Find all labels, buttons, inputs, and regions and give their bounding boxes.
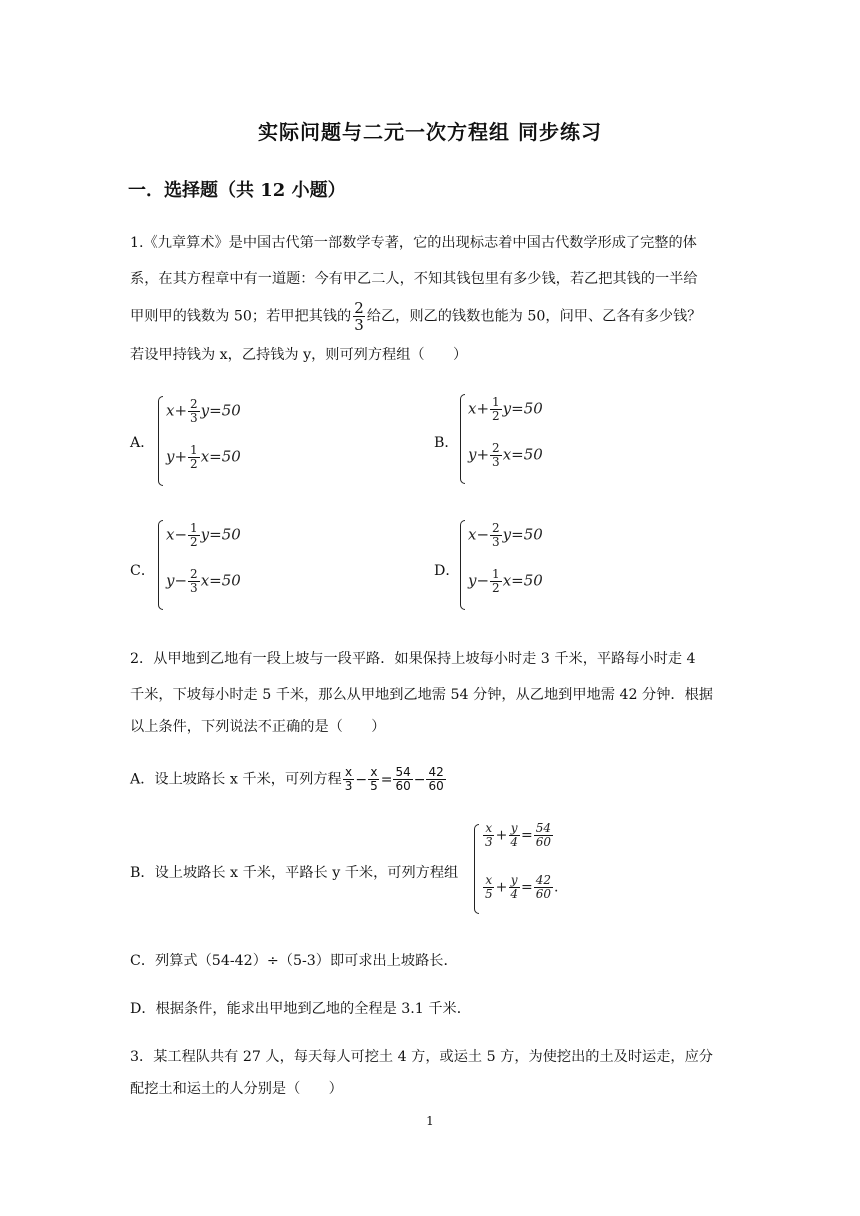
fraction-denominator: 60 [535,887,552,901]
term: x− [166,525,188,544]
fraction [483,822,495,849]
q1-option-label: B． [434,435,459,451]
fraction [534,874,553,901]
fraction [534,822,553,849]
fraction-numerator: 1 [492,395,500,409]
term: y=50 [200,401,241,420]
fraction-numerator: 1 [492,567,500,581]
q1-option-eq1 [468,396,543,423]
q2-option-a-text: A．设上坡路长 x 千米，可列方程 [130,771,342,788]
q2-option-a-equation [342,765,447,793]
term: x=50 [502,571,543,590]
page-number: 1 [426,1114,434,1128]
fraction-denominator: 3 [190,411,198,425]
fraction [393,766,412,793]
fraction-denominator: 3 [485,835,493,849]
q2-option-d: D．根据条件，能求出甲地到乙地的全程是 3.1 千米． [130,1001,471,1017]
fraction [188,398,200,425]
fraction-denominator: 60 [428,779,444,793]
fraction-numerator: x [485,873,493,887]
q2-option-b-eq2 [482,874,558,901]
fraction-denominator: 2 [190,535,198,549]
fraction-numerator: 2 [190,397,198,411]
fraction-denominator: 2 [492,581,500,595]
q1-line-4: 若设甲持钱为 x，乙持钱为 y，则可列方程组（ ） [130,347,468,363]
q1-option-eq2 [166,444,241,471]
q1-option-eq1 [166,522,241,549]
q1-option-eq2 [166,568,241,595]
q3-line-2: 配挖土和运土的人分别是（ ） [130,1081,343,1097]
fraction-denominator: 3 [492,535,500,549]
term: x=50 [200,571,241,590]
fraction-numerator: y [510,873,518,887]
term: y=50 [502,525,543,544]
left-brace [474,824,479,914]
term: y− [166,571,188,590]
term: y=50 [200,525,241,544]
term: x=50 [502,445,543,464]
fraction-numerator: 2 [354,299,364,317]
fraction-denominator: 60 [535,835,552,849]
fraction-denominator: 5 [370,779,378,793]
fraction-denominator: 3 [492,455,500,469]
fraction-numerator: 1 [190,521,198,535]
operator: = [380,771,393,788]
term: y+ [468,445,490,464]
operator: = [521,827,533,844]
term: y− [468,571,490,590]
q2-option-c: C．列算式（54-42）÷（5-3）即可求出上坡路长． [130,953,458,969]
q1-option-label: C． [130,563,156,579]
fraction-numerator: 1 [190,443,198,457]
fraction-numerator: 2 [492,441,500,455]
fraction-numerator: y [510,821,518,835]
q1-line-3 [130,300,701,333]
fraction-denominator: 4 [510,887,519,901]
left-brace [158,520,163,610]
fraction-denominator: 2 [492,409,500,423]
section-heading: 一．选择题（共 12 小题） [128,180,346,201]
term: y+ [166,447,188,466]
fraction [490,568,502,595]
q2-option-b-eq1 [482,822,554,849]
operator: − [413,771,426,788]
q3-line-1: 3．某工程队共有 27 人，每天每人可挖土 4 方，或运土 5 方，为使挖出的土及时运走，应分 [130,1049,713,1065]
q1-option-eq2 [468,442,543,469]
term: x+ [468,399,490,418]
operator: + [495,879,508,896]
q2-option-b-text: B．设上坡路长 x 千米，平路长 y 千米，可列方程组 [130,865,459,881]
q2-line-3: 以上条件，下列说法不正确的是（ ） [130,719,386,735]
fraction-numerator: 2 [492,521,500,535]
operator: = [521,879,533,896]
fraction-denominator: 60 [395,779,411,793]
q1-line-2: 系，在其方程章中有一道题：今有甲乙二人，不知其钱包里有多少钱，若乙把其钱的一半给 [130,271,698,287]
fraction-numerator: x [370,765,378,779]
fraction-numerator: x [344,765,353,779]
q1-option-label: A． [130,435,155,451]
term: x− [468,525,490,544]
fraction-denominator: 3 [344,779,353,793]
q1-option-eq1 [468,522,543,549]
fraction [188,444,200,471]
q1-option-eq1 [166,398,241,425]
fraction [508,822,520,849]
operator: − [355,771,368,788]
q1-line-3a: 甲则甲的钱数为 50；若甲把其钱的 [130,308,352,325]
fraction-numerator: 2 [190,567,198,581]
fraction-numerator: 54 [395,765,411,779]
q1-inline-fraction [353,300,365,333]
q1-line-1: 1.《九章算术》是中国古代第一部数学专著，它的出现标志着中国古代数学形成了完整的体 [130,235,697,251]
fraction [188,568,200,595]
fraction [490,396,502,423]
term: x+ [166,401,188,420]
left-brace [460,520,465,610]
fraction-numerator: x [485,821,493,835]
left-brace [158,396,163,486]
q1-line-3b: 给乙，则乙的钱数也能为 50，问甲、乙各有多少钱？ [366,308,702,325]
page-title: 实际问题与二元一次方程组 同步练习 [258,120,602,144]
q2-line-2: 千米，下坡每小时走 5 千米，那么从甲地到乙地需 54 分钟，从乙地到甲地需 42 分钟．根据 [130,687,713,703]
q1-option-eq2 [468,568,543,595]
q2-line-1: 2．从甲地到乙地有一段上坡与一段平路．如果保持上坡每小时走 3 千米，平路每小时走 4 [130,651,696,667]
fraction [188,522,200,549]
term: x=50 [200,447,241,466]
fraction [426,766,445,793]
q1-option-label: D． [434,563,460,579]
fraction-denominator: 3 [190,581,198,595]
fraction [483,874,495,901]
fraction [490,442,502,469]
fraction [343,766,355,793]
fraction-denominator: 3 [354,316,364,334]
fraction-numerator: 42 [535,873,552,887]
fraction-denominator: 2 [190,457,198,471]
q2-option-a [130,766,447,793]
fraction-numerator: 42 [428,765,444,779]
fraction-denominator: 4 [510,835,519,849]
operator: + [495,827,508,844]
term: y=50 [502,399,543,418]
fraction-numerator: 54 [535,821,552,835]
fraction [368,766,380,793]
fraction [508,874,520,901]
period: . [554,879,559,896]
left-brace [460,394,465,484]
fraction [490,522,502,549]
fraction-denominator: 5 [485,887,493,901]
